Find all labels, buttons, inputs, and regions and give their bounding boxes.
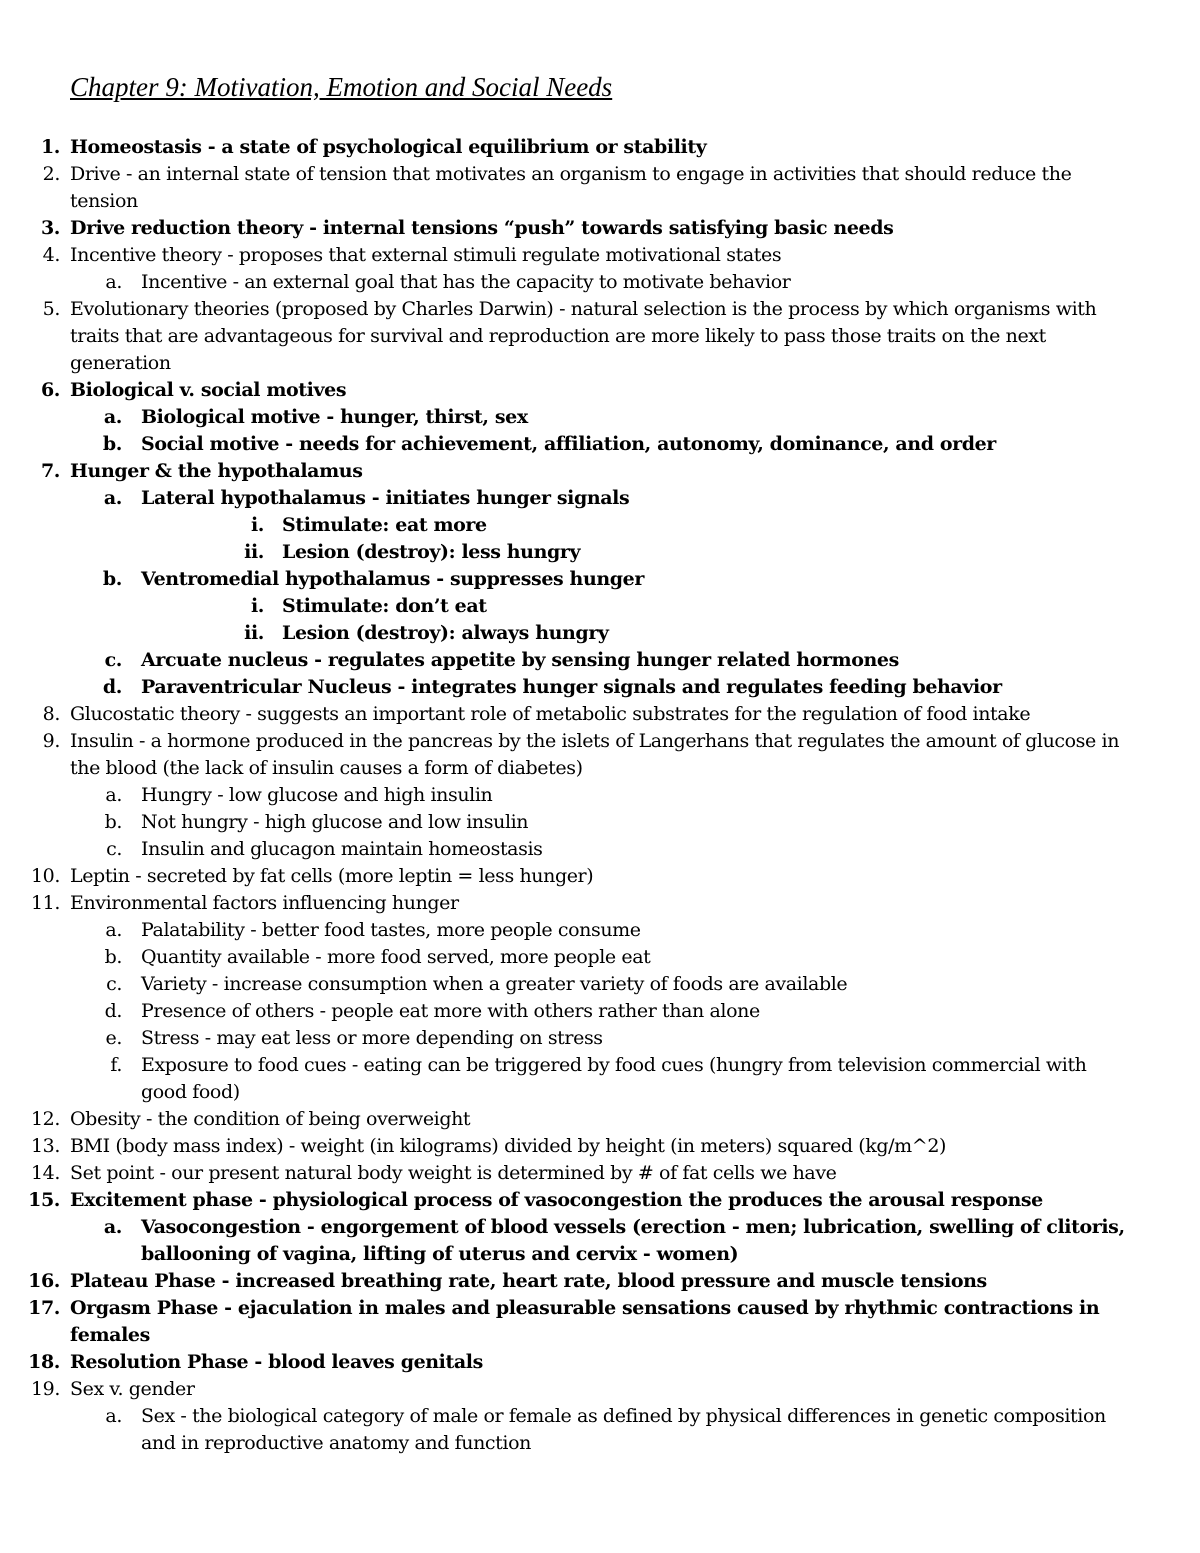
list-item-text: Drive reduction theory - internal tensions “push” towards satisfying basic needs bbox=[70, 217, 894, 239]
list-item-text: Evolutionary theories (proposed by Charles Darwin) - natural selection is the process by which organisms with bbox=[70, 298, 1097, 320]
list-item-text: generation bbox=[70, 352, 171, 374]
list-marker: 4. bbox=[42, 244, 60, 266]
list-item bbox=[0, 242, 1200, 269]
list-item-text: Orgasm Phase - ejaculation in males and pleasurable sensations caused by rhythmic contractions in bbox=[70, 1297, 1100, 1319]
list-item-continuation bbox=[0, 1430, 1200, 1457]
list-item-text: Insulin and glucagon maintain homeostasis bbox=[141, 838, 543, 860]
list-item bbox=[0, 1187, 1200, 1214]
list-marker: a. bbox=[105, 271, 122, 293]
list-item-continuation bbox=[0, 350, 1200, 377]
list-marker: b. bbox=[102, 568, 122, 590]
list-marker: a. bbox=[105, 784, 122, 806]
list-marker: 17. bbox=[28, 1297, 60, 1319]
list-item bbox=[0, 1106, 1200, 1133]
list-item bbox=[0, 539, 1200, 566]
list-item-text: Biological motive - hunger, thirst, sex bbox=[141, 406, 528, 428]
list-item bbox=[0, 431, 1200, 458]
list-item bbox=[0, 836, 1200, 863]
list-item bbox=[0, 782, 1200, 809]
list-item bbox=[0, 161, 1200, 188]
list-item-text: Homeostasis - a state of psychological equilibrium or stability bbox=[70, 136, 707, 158]
list-marker: a. bbox=[103, 1216, 122, 1238]
list-item-text: Paraventricular Nucleus - integrates hunger signals and regulates feeding behavior bbox=[141, 676, 1002, 698]
list-item bbox=[0, 458, 1200, 485]
list-item-text: Incentive theory - proposes that external stimuli regulate motivational states bbox=[70, 244, 782, 266]
list-item-text: Resolution Phase - blood leaves genitals bbox=[70, 1351, 483, 1373]
list-item-text: Stress - may eat less or more depending on stress bbox=[141, 1027, 603, 1049]
list-item bbox=[0, 863, 1200, 890]
list-item bbox=[0, 1403, 1200, 1430]
list-item-text: Social motive - needs for achievement, affiliation, autonomy, dominance, and order bbox=[141, 433, 996, 455]
list-item-continuation bbox=[0, 323, 1200, 350]
list-item-continuation bbox=[0, 755, 1200, 782]
list-marker: i. bbox=[250, 514, 264, 536]
list-marker: 5. bbox=[42, 298, 60, 320]
list-marker: 3. bbox=[40, 217, 60, 239]
list-marker: f. bbox=[110, 1054, 122, 1076]
list-item bbox=[0, 1214, 1200, 1241]
list-item-text: Hunger & the hypothalamus bbox=[70, 460, 363, 482]
list-item bbox=[0, 296, 1200, 323]
list-item bbox=[0, 1025, 1200, 1052]
list-marker: 15. bbox=[28, 1189, 60, 1211]
list-item bbox=[0, 1160, 1200, 1187]
list-item bbox=[0, 647, 1200, 674]
list-item bbox=[0, 1295, 1200, 1322]
list-item-text: Insulin - a hormone produced in the pancreas by the islets of Langerhans that regulates the amount of glucose in bbox=[70, 730, 1120, 752]
list-item bbox=[0, 215, 1200, 242]
list-item bbox=[0, 593, 1200, 620]
list-item-continuation bbox=[0, 188, 1200, 215]
list-item-text: females bbox=[70, 1324, 150, 1346]
list-item bbox=[0, 134, 1200, 161]
list-marker: 1. bbox=[40, 136, 60, 158]
list-marker: 18. bbox=[28, 1351, 60, 1373]
list-marker: 9. bbox=[42, 730, 60, 752]
list-item-text: Lesion (destroy): always hungry bbox=[282, 622, 609, 644]
list-item-text: the blood (the lack of insulin causes a form of diabetes) bbox=[70, 757, 583, 779]
list-item bbox=[0, 890, 1200, 917]
list-item-continuation bbox=[0, 1241, 1200, 1268]
list-marker: a. bbox=[103, 406, 122, 428]
list-item-text: BMI (body mass index) - weight (in kilograms) divided by height (in meters) squared (kg/m^2) bbox=[70, 1135, 947, 1157]
list-item-text: Sex - the biological category of male or female as defined by physical differences in genetic composition bbox=[141, 1405, 1106, 1427]
list-item-text: Lesion (destroy): less hungry bbox=[282, 541, 581, 563]
list-item-text: Palatability - better food tastes, more people consume bbox=[141, 919, 641, 941]
list-item bbox=[0, 701, 1200, 728]
list-item-text: traits that are advantageous for survival and reproduction are more likely to pass those traits on the next bbox=[70, 325, 1046, 347]
list-item-text: Glucostatic theory - suggests an important role of metabolic substrates for the regulation of food intake bbox=[70, 703, 1031, 725]
list-item bbox=[0, 728, 1200, 755]
list-item bbox=[0, 566, 1200, 593]
list-item-text: Obesity - the condition of being overweight bbox=[70, 1108, 471, 1130]
list-marker: 14. bbox=[30, 1162, 60, 1184]
list-marker: 10. bbox=[30, 865, 60, 887]
list-marker: d. bbox=[102, 676, 122, 698]
list-item-text: Exposure to food cues - eating can be triggered by food cues (hungry from television commercial with bbox=[141, 1054, 1087, 1076]
list-item bbox=[0, 1349, 1200, 1376]
list-item bbox=[0, 998, 1200, 1025]
list-item-text: Stimulate: eat more bbox=[282, 514, 487, 536]
list-item-text: Excitement phase - physiological process of vasocongestion the produces the arousal response bbox=[70, 1189, 1043, 1211]
list-item-text: Incentive - an external goal that has the capacity to motivate behavior bbox=[141, 271, 791, 293]
list-item-text: Hungry - low glucose and high insulin bbox=[141, 784, 493, 806]
list-item-continuation bbox=[0, 1322, 1200, 1349]
list-marker: 19. bbox=[30, 1378, 60, 1400]
list-item-text: Sex v. gender bbox=[70, 1378, 195, 1400]
list-item-text: Arcuate nucleus - regulates appetite by sensing hunger related hormones bbox=[141, 649, 899, 671]
list-item bbox=[0, 512, 1200, 539]
list-marker: e. bbox=[105, 1027, 122, 1049]
list-marker: 7. bbox=[40, 460, 60, 482]
list-item bbox=[0, 1376, 1200, 1403]
list-marker: c. bbox=[106, 838, 122, 860]
list-item-text: Environmental factors influencing hunger bbox=[70, 892, 459, 914]
list-marker: b. bbox=[102, 433, 122, 455]
list-marker: ii. bbox=[244, 541, 264, 563]
list-item bbox=[0, 485, 1200, 512]
list-item-text: Stimulate: don’t eat bbox=[282, 595, 487, 617]
list-item-text: Vasocongestion - engorgement of blood vessels (erection - men; lubrication, swelling of clitoris, bbox=[141, 1216, 1125, 1238]
list-marker: c. bbox=[106, 973, 122, 995]
list-marker: 2. bbox=[42, 163, 60, 185]
list-item-text: Ventromedial hypothalamus - suppresses hunger bbox=[141, 568, 644, 590]
list-item bbox=[0, 404, 1200, 431]
list-item-text: and in reproductive anatomy and function bbox=[141, 1432, 531, 1454]
list-item-text: Not hungry - high glucose and low insulin bbox=[141, 811, 529, 833]
list-item bbox=[0, 674, 1200, 701]
list-item bbox=[0, 971, 1200, 998]
list-item bbox=[0, 944, 1200, 971]
list-item-text: Variety - increase consumption when a greater variety of foods are available bbox=[141, 973, 848, 995]
list-marker: a. bbox=[103, 487, 122, 509]
list-marker: 6. bbox=[40, 379, 60, 401]
list-item-text: Set point - our present natural body weight is determined by # of fat cells we have bbox=[70, 1162, 837, 1184]
list-item-text: Drive - an internal state of tension that motivates an organism to engage in activities that should reduce the bbox=[70, 163, 1072, 185]
outline-list bbox=[0, 134, 1200, 1457]
list-marker: 8. bbox=[42, 703, 60, 725]
list-marker: 16. bbox=[28, 1270, 60, 1292]
list-marker: 13. bbox=[30, 1135, 60, 1157]
list-item-text: Presence of others - people eat more with others rather than alone bbox=[141, 1000, 760, 1022]
list-item bbox=[0, 1052, 1200, 1079]
list-item-text: Lateral hypothalamus - initiates hunger signals bbox=[141, 487, 630, 509]
list-marker: a. bbox=[105, 919, 122, 941]
list-item-text: Quantity available - more food served, more people eat bbox=[141, 946, 651, 968]
list-item bbox=[0, 377, 1200, 404]
list-marker: c. bbox=[104, 649, 122, 671]
list-item bbox=[0, 1133, 1200, 1160]
list-marker: ii. bbox=[244, 622, 264, 644]
list-item-text: Biological v. social motives bbox=[70, 379, 347, 401]
list-item bbox=[0, 620, 1200, 647]
list-marker: d. bbox=[104, 1000, 122, 1022]
list-marker: 11. bbox=[30, 892, 60, 914]
list-marker: i. bbox=[250, 595, 264, 617]
list-item-text: Plateau Phase - increased breathing rate, heart rate, blood pressure and muscle tensions bbox=[70, 1270, 987, 1292]
list-marker: a. bbox=[105, 1405, 122, 1427]
list-marker: 12. bbox=[30, 1108, 60, 1130]
list-item bbox=[0, 269, 1200, 296]
list-item bbox=[0, 917, 1200, 944]
list-marker: b. bbox=[104, 946, 122, 968]
list-item-continuation bbox=[0, 1079, 1200, 1106]
list-item bbox=[0, 1268, 1200, 1295]
list-item-text: ballooning of vagina, lifting of uterus and cervix - women) bbox=[141, 1243, 739, 1265]
page-title: Chapter 9: Motivation, Emotion and Social Needs bbox=[70, 72, 613, 102]
list-marker: b. bbox=[104, 811, 122, 833]
list-item-text: good food) bbox=[141, 1081, 240, 1103]
list-item-text: Leptin - secreted by fat cells (more leptin = less hunger) bbox=[70, 865, 594, 887]
list-item bbox=[0, 809, 1200, 836]
list-item-text: tension bbox=[70, 190, 138, 212]
